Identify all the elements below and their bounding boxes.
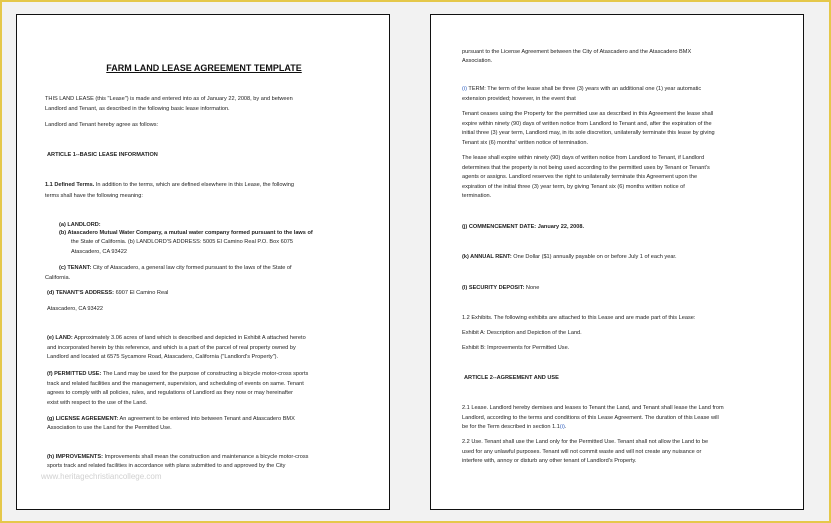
item-c-line-1 xyxy=(59,264,292,274)
commencement-date: (j) COMMENCEMENT DATE: January 22, 2008. xyxy=(462,224,585,230)
expire-line-5: termination. xyxy=(462,193,492,199)
defined-terms-line-2: terms shall have the following meaning: xyxy=(45,193,143,199)
item-e-line-1 xyxy=(47,334,306,344)
document-page-2 xyxy=(430,14,804,510)
item-i-mark: (i) xyxy=(462,86,467,92)
item-d-label: (d) TENANT'S ADDRESS: xyxy=(47,290,115,296)
watermark: www.heritagechristiancollege.com xyxy=(41,472,162,481)
item-i-line-1 xyxy=(462,85,701,95)
term-line-2: expire within ninety (90) days of written notice from Landlord to Tenant and, after the expiration of the xyxy=(462,121,712,127)
lease-section-ref: (i) xyxy=(559,424,565,430)
security-deposit-label: (l) SECURITY DEPOSIT: xyxy=(462,285,525,291)
lease-line-2: Landlord, according to the terms and conditions of this Lease Agreement. The duration of this Lease will xyxy=(462,415,719,421)
continuation-line-1: pursuant to the License Agreement between the City of Atascadero and the Atascadero BMX xyxy=(462,49,692,55)
item-c-label: (c) TENANT: xyxy=(59,265,92,271)
item-d-line-2: Atascadero, CA 93422 xyxy=(47,306,103,312)
item-b-line-2: the State of California. (b) LANDLORD'S ADDRESS: 5005 El Camino Real P.O. Box 6075 xyxy=(71,239,294,245)
term-line-3: initial three (3) year term, Landlord may, in its sole discretion, unilaterally terminate this lease by giving xyxy=(462,130,715,136)
item-g-text: An agreement to be entered into between Tenant and Atascadero BMX xyxy=(118,416,295,422)
item-i-text: TERM: The term of the lease shall be three (3) years with an additional one (1) year automatic xyxy=(466,86,702,92)
agree-line: Landlord and Tenant hereby agree as follows: xyxy=(45,122,159,128)
item-h-text: Improvements shall mean the construction and maintenance a bicycle motor-cross xyxy=(102,454,309,460)
intro-line-1: THIS LAND LEASE (this "Lease") is made and entered into as of January 22, 2008, by and between xyxy=(45,96,293,102)
item-f-line-4: exist with respect to the use of the Land. xyxy=(47,400,148,406)
item-d-text: 6907 El Camino Real xyxy=(114,290,169,296)
item-c-line-2: California. xyxy=(45,275,71,281)
item-f-text: The Land may be used for the purpose of constructing a bicycle motor-cross sports xyxy=(101,371,309,377)
security-deposit xyxy=(462,284,539,294)
lease-line-3 xyxy=(462,423,566,433)
lease-line-3-end: . xyxy=(564,424,567,430)
item-e-line-2: and incorporated herein by this reference, and which is a part of the parcel of real property owned by xyxy=(47,345,296,351)
document-title: FARM LAND LEASE AGREEMENT TEMPLATE xyxy=(106,63,302,73)
article-2-heading: ARTICLE 2--AGREEMENT AND USE xyxy=(464,375,559,381)
use-line-1: 2.2 Use. Tenant shall use the Land only for the Permitted Use. Tenant shall not allow the Land to be xyxy=(462,439,709,445)
defined-terms-line-1 xyxy=(45,181,294,191)
item-f-label: (f) PERMITTED USE: xyxy=(47,371,102,377)
article-1-heading: ARTICLE 1--BASIC LEASE INFORMATION xyxy=(47,152,158,158)
defined-terms-label: 1.1 Defined Terms. xyxy=(45,182,95,188)
annual-rent-text: One Dollar ($1) annually payable on or before July 1 of each year. xyxy=(511,254,677,260)
expire-line-1: The lease shall expire within ninety (90) days of written notice from Landlord to Tenant, if Landlord xyxy=(462,155,705,161)
item-e-line-3: Landlord and located at 6575 Sycamore Road, Atascadero, California ("Landlord's Property"). xyxy=(47,354,279,360)
defined-terms-text: In addition to the terms, which are defined elsewhere in this Lease, the following xyxy=(94,182,294,188)
document-page-1 xyxy=(16,14,390,510)
term-line-1: Tenant ceases using the Property for the permitted use as described in this Agreement the lease shall xyxy=(462,111,714,117)
item-c-text: City of Atascadero, a general law city formed pursuant to the laws of the State of xyxy=(91,265,292,271)
term-line-4: Tenant six (6) months' written notice of termination. xyxy=(462,140,589,146)
exhibit-b: Exhibit B: Improvements for Permitted Use. xyxy=(462,345,570,351)
use-line-3: interfere with, annoy or disturb any other tenant of Landlord's Property. xyxy=(462,458,637,464)
item-f-line-2: track and related facilities and the management, supervision, and scheduling of events on same. Tenant xyxy=(47,381,304,387)
item-g-line-2: Association to use the Land for the Permitted Use. xyxy=(47,425,172,431)
annual-rent-label: (k) ANNUAL RENT: xyxy=(462,254,512,260)
exhibits-line: 1.2 Exhibits. The following exhibits are attached to this Lease and are made part of this Lease: xyxy=(462,315,696,321)
lease-line-3-text: be for the Term described in section 1.1 xyxy=(462,424,560,430)
item-a-landlord: (a) LANDLORD: xyxy=(59,222,101,228)
item-f-line-1 xyxy=(47,370,308,380)
intro-line-2: Landlord and Tenant, as described in the following basic lease information. xyxy=(45,106,230,112)
item-h-label: (h) IMPROVEMENTS: xyxy=(47,454,103,460)
security-deposit-text: None xyxy=(524,285,540,291)
annual-rent xyxy=(462,253,677,263)
lease-line-1: 2.1 Lease. Landlord hereby demises and leases to Tenant the Land, and Tenant shall lease the Land from xyxy=(462,405,724,411)
expire-line-3: agents or assigns. Landlord reserves the right to unilaterally terminate this Agreement upon the xyxy=(462,174,698,180)
item-h-line-2: sports track and related facilities in accordance with plans submitted to and approved by the City xyxy=(47,463,286,469)
item-g-label: (g) LICENSE AGREEMENT: xyxy=(47,416,119,422)
use-line-2: used for any unlawful purposes. Tenant will not commit waste and will not create any nuisance or xyxy=(462,449,702,455)
expire-line-4: expiration of the initial three (3) year term, by giving Tenant six (6) months written notice of xyxy=(462,184,685,190)
item-e-text: Approximately 3.06 acres of land which is described and depicted in Exhibit A attached hereto xyxy=(72,335,306,341)
item-e-label: (e) LAND: xyxy=(47,335,73,341)
item-b-text: (b) Atascadero Mutual Water Company, a mutual water company formed pursuant to the laws of xyxy=(59,230,313,236)
exhibit-a: Exhibit A: Description and Depiction of the Land. xyxy=(462,330,582,336)
continuation-line-2: Association. xyxy=(462,58,493,64)
expire-line-2: determines that the property is not being used according to the permitted uses by Tenant or Tenant's xyxy=(462,165,710,171)
item-i-line-2: extension provided; however, in the event that xyxy=(462,96,576,102)
item-d-line-1 xyxy=(47,289,168,299)
item-f-line-3: agrees to comply with all policies, rules, and regulations of Landlord as they now or may hereinafter xyxy=(47,390,293,396)
item-b-line-3: Atascadero, CA 93422 xyxy=(71,249,127,255)
